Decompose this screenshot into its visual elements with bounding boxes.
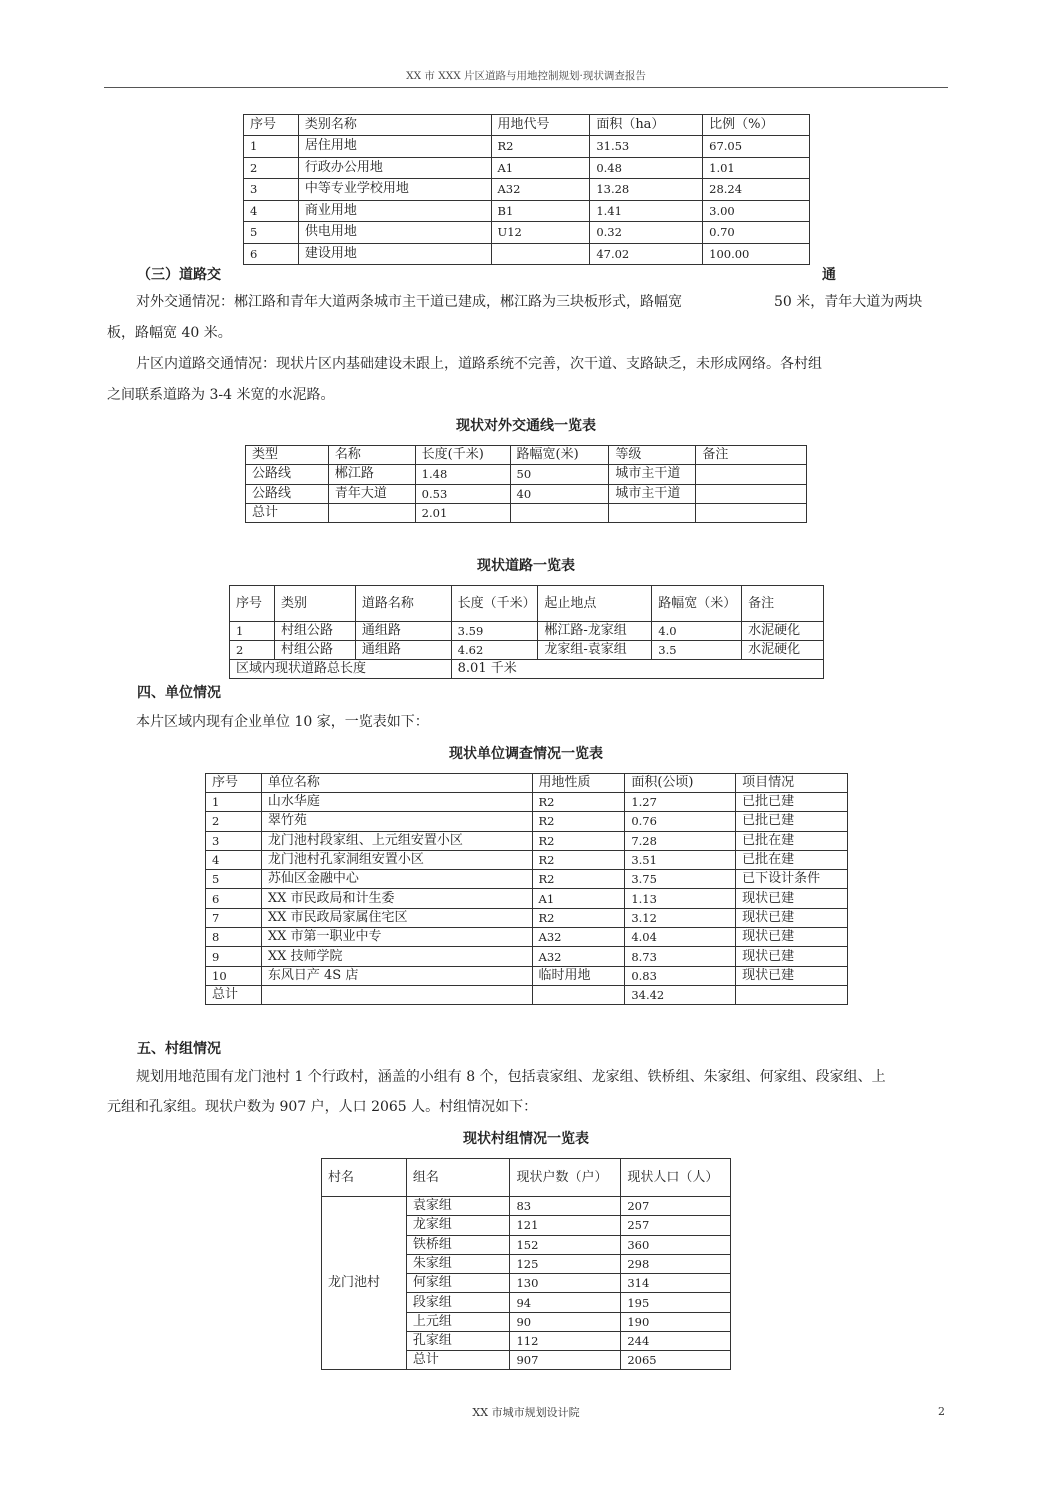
table-cell: 244	[621, 1332, 731, 1351]
table-cell: 长度(千米)	[415, 446, 510, 465]
table-cell: 3.5	[652, 641, 742, 660]
table-cell: 商业用地	[298, 200, 491, 222]
table-row	[206, 908, 848, 927]
table-cell: 130	[510, 1274, 621, 1293]
table-row	[206, 947, 848, 966]
village-name-cell: 龙门池村	[322, 1197, 407, 1370]
table-cell: 94	[510, 1293, 621, 1312]
table-cell: 67.05	[703, 136, 810, 158]
table-row	[244, 179, 810, 201]
table-cell: A32	[532, 947, 625, 966]
table-cell: XX 市第一职业中专	[261, 928, 532, 947]
table-row	[206, 812, 848, 831]
table-cell: 0.70	[703, 222, 810, 244]
table-cell: 村组公路	[274, 641, 355, 660]
table-cell: 190	[621, 1312, 731, 1331]
section3-para1-line2: 板，路幅宽 40 米。	[107, 325, 232, 341]
table-cell: 区域内现状道路总长度	[230, 660, 452, 679]
table-cell: 水泥硬化	[742, 622, 824, 641]
table-cell: 村组公路	[274, 622, 355, 641]
table-cell: 47.02	[590, 243, 703, 265]
table-cell: 3	[206, 831, 262, 850]
table-cell	[510, 504, 609, 523]
table-row	[206, 889, 848, 908]
table-cell: 起止地点	[538, 586, 652, 622]
table-cell: 4.0	[652, 622, 742, 641]
table-header-row	[322, 1159, 731, 1197]
section3-title: （三）道路交	[137, 267, 221, 283]
section5-para-line2: 元组和孔家组。现状户数为 907 户，人口 2065 人。村组情况如下：	[107, 1099, 538, 1115]
table-cell: 苏仙区金融中心	[261, 870, 532, 889]
table-cell: 山水华庭	[261, 793, 532, 812]
section3-title-tail: 通	[822, 267, 836, 283]
table-cell: 类别名称	[298, 115, 491, 136]
table-cell: A1	[532, 889, 625, 908]
table-header-row	[246, 446, 807, 465]
table-cell: 2	[230, 641, 275, 660]
table-cell: 50	[510, 465, 609, 485]
table-cell: 3.00	[703, 200, 810, 222]
table-cell: 907	[510, 1351, 621, 1370]
table-cell: 道路名称	[355, 586, 451, 622]
table-row	[244, 243, 810, 265]
table-cell: 龙门池村段家组、上元组安置小区	[261, 831, 532, 850]
table-cell: 已批已建	[736, 793, 848, 812]
table-cell: 3.51	[625, 850, 736, 869]
table-cell: 公路线	[246, 484, 329, 504]
table-row	[244, 222, 810, 244]
page-number: 2	[938, 1405, 945, 1418]
landuse-table	[243, 114, 810, 265]
table-cell: 257	[621, 1216, 731, 1235]
table-cell: 152	[510, 1235, 621, 1254]
table-cell: 单位名称	[261, 774, 532, 793]
table-cell: 360	[621, 1235, 731, 1254]
table-cell: 路幅宽(米)	[510, 446, 609, 465]
unit-table	[205, 773, 848, 1005]
table-cell: 类型	[246, 446, 329, 465]
table-row	[230, 622, 824, 641]
table-cell: 郴江路	[328, 465, 415, 485]
table-cell: 现状已建	[736, 928, 848, 947]
table-cell: 水泥硬化	[742, 641, 824, 660]
table-cell: 青年大道	[328, 484, 415, 504]
table-cell: 孔家组	[406, 1332, 510, 1351]
table-cell: 袁家组	[406, 1197, 510, 1216]
table-cell: A1	[491, 157, 590, 179]
table-cell: 组名	[406, 1159, 510, 1197]
table-row	[246, 465, 807, 485]
table-cell: 34.42	[625, 985, 736, 1004]
table-cell: 3.59	[451, 622, 538, 641]
table-cell: 临时用地	[532, 966, 625, 985]
table-header-row	[230, 586, 824, 622]
table-cell: 现状已建	[736, 947, 848, 966]
table-cell: 1.13	[625, 889, 736, 908]
table-row	[206, 793, 848, 812]
table-cell: 通组路	[355, 641, 451, 660]
table-cell: R2	[532, 908, 625, 927]
table-cell: 7.28	[625, 831, 736, 850]
table-cell: 1	[206, 793, 262, 812]
table-cell: 4.04	[625, 928, 736, 947]
table-row	[244, 157, 810, 179]
table-cell: 3	[244, 179, 299, 201]
table-cell: 中等专业学校用地	[298, 179, 491, 201]
table-row	[246, 484, 807, 504]
table-cell	[696, 484, 807, 504]
table-cell	[609, 504, 696, 523]
table-cell: R2	[491, 136, 590, 158]
table-cell: XX 市民政局家属住宅区	[261, 908, 532, 927]
table-cell: 83	[510, 1197, 621, 1216]
table-cell: R2	[532, 812, 625, 831]
table-cell: 龙家组	[406, 1216, 510, 1235]
table-cell: 1.48	[415, 465, 510, 485]
table-cell: 东风日产 4S 店	[261, 966, 532, 985]
table-cell	[532, 985, 625, 1004]
table-row	[206, 831, 848, 850]
road-table-caption: 现状道路一览表	[477, 558, 575, 574]
table-cell: 面积（ha）	[590, 115, 703, 136]
table-cell: 总计	[406, 1351, 510, 1370]
table-cell: 已批在建	[736, 831, 848, 850]
table-cell: 龙门池村孔家洞组安置小区	[261, 850, 532, 869]
road-table	[229, 585, 824, 679]
table-cell: 公路线	[246, 465, 329, 485]
table-cell: 125	[510, 1254, 621, 1273]
table-cell: 5	[244, 222, 299, 244]
table-cell: 面积(公顷)	[625, 774, 736, 793]
section3-para1-tail: 50 米，青年大道为两块	[774, 294, 923, 310]
table-cell: 城市主干道	[609, 484, 696, 504]
table-cell: 2.01	[415, 504, 510, 523]
table-cell: 现状已建	[736, 889, 848, 908]
table-cell: 112	[510, 1332, 621, 1351]
table-row	[244, 200, 810, 222]
external-table	[245, 445, 807, 523]
table-cell: 用地性质	[532, 774, 625, 793]
table-cell: 1.01	[703, 157, 810, 179]
table-total-row	[230, 660, 824, 679]
table-cell: 现状户数（户）	[510, 1159, 621, 1197]
table-cell: 31.53	[590, 136, 703, 158]
table-cell: 朱家组	[406, 1254, 510, 1273]
table-cell: 195	[621, 1293, 731, 1312]
table-cell	[696, 504, 807, 523]
section4-title: 四、单位情况	[137, 685, 221, 701]
table-row	[230, 641, 824, 660]
table-cell: R2	[532, 793, 625, 812]
table-cell: 现状人口（人）	[621, 1159, 731, 1197]
table-cell: 上元组	[406, 1312, 510, 1331]
table-cell: 2	[244, 157, 299, 179]
page-footer: XX 市城市规划设计院	[472, 1406, 580, 1419]
table-cell: 建设用地	[298, 243, 491, 265]
table-cell: 0.83	[625, 966, 736, 985]
table-cell: 0.32	[590, 222, 703, 244]
unit-table-caption: 现状单位调查情况一览表	[449, 746, 603, 762]
table-cell: 通组路	[355, 622, 451, 641]
table-cell: 现状已建	[736, 966, 848, 985]
table-cell: 2065	[621, 1351, 731, 1370]
table-cell: 121	[510, 1216, 621, 1235]
table-cell: 3.12	[625, 908, 736, 927]
table-cell: 段家组	[406, 1293, 510, 1312]
table-cell: 0.48	[590, 157, 703, 179]
table-cell: 0.53	[415, 484, 510, 504]
table-cell: 314	[621, 1274, 731, 1293]
table-cell: 名称	[328, 446, 415, 465]
table-cell: 已下设计条件	[736, 870, 848, 889]
table-header-row	[244, 115, 810, 136]
table-row	[206, 928, 848, 947]
section3-para1: 对外交通情况：郴江路和青年大道两条城市主干道已建成，郴江路为三块板形式，路幅宽	[136, 294, 682, 310]
table-cell: 总计	[246, 504, 329, 523]
table-cell: R2	[532, 870, 625, 889]
table-cell: 备注	[742, 586, 824, 622]
table-total-row	[246, 504, 807, 523]
table-cell: 6	[244, 243, 299, 265]
table-cell: 村名	[322, 1159, 407, 1197]
table-cell: 9	[206, 947, 262, 966]
table-cell	[736, 985, 848, 1004]
table-row	[206, 850, 848, 869]
table-row	[244, 136, 810, 158]
table-cell: 供电用地	[298, 222, 491, 244]
table-cell: 4.62	[451, 641, 538, 660]
table-row	[206, 966, 848, 985]
table-cell: 10	[206, 966, 262, 985]
table-cell: 比例（%）	[703, 115, 810, 136]
table-cell: 8.73	[625, 947, 736, 966]
table-cell: 已批在建	[736, 850, 848, 869]
table-cell: R2	[532, 850, 625, 869]
table-cell: 城市主干道	[609, 465, 696, 485]
table-cell: 4	[244, 200, 299, 222]
table-cell: 路幅宽（米）	[652, 586, 742, 622]
section4-para: 本片区域内现有企业单位 10 家，一览表如下：	[136, 714, 429, 730]
table-cell: 90	[510, 1312, 621, 1331]
table-cell	[328, 504, 415, 523]
table-cell: 1.27	[625, 793, 736, 812]
table-total-row	[206, 985, 848, 1004]
table-row	[206, 870, 848, 889]
table-cell: 郴江路-龙家组	[538, 622, 652, 641]
table-cell: 5	[206, 870, 262, 889]
table-cell: 1.41	[590, 200, 703, 222]
village-table	[321, 1158, 731, 1370]
table-cell: 40	[510, 484, 609, 504]
table-cell: 居住用地	[298, 136, 491, 158]
table-cell: 0.76	[625, 812, 736, 831]
table-cell: 项目情况	[736, 774, 848, 793]
table-cell: 序号	[206, 774, 262, 793]
external-table-caption: 现状对外交通线一览表	[456, 418, 596, 434]
section5-para: 规划用地范围有龙门池村 1 个行政村，涵盖的小组有 8 个，包括袁家组、龙家组、铁桥组、朱家组、何家组、段家组、上	[136, 1069, 886, 1085]
table-header-row	[206, 774, 848, 793]
table-cell: 8	[206, 928, 262, 947]
table-cell: 28.24	[703, 179, 810, 201]
table-cell: XX 技师学院	[261, 947, 532, 966]
section3-para2: 片区内道路交通情况：现状片区内基础建设未跟上，道路系统不完善，次干道、支路缺乏，未形成网络。各村组	[136, 356, 822, 372]
table-cell	[696, 465, 807, 485]
table-cell: 13.28	[590, 179, 703, 201]
table-cell: 207	[621, 1197, 731, 1216]
table-cell: 1	[230, 622, 275, 641]
table-cell: 298	[621, 1254, 731, 1273]
table-cell: 8.01 千米	[451, 660, 823, 679]
header-rule	[104, 87, 948, 88]
section5-title: 五、村组情况	[137, 1041, 221, 1057]
table-cell: 序号	[244, 115, 299, 136]
table-cell: 7	[206, 908, 262, 927]
section3-para2-line2: 之间联系道路为 3-4 米宽的水泥路。	[107, 387, 335, 403]
village-table-caption: 现状村组情况一览表	[463, 1131, 589, 1147]
table-cell: R2	[532, 831, 625, 850]
table-cell: 1	[244, 136, 299, 158]
table-cell: XX 市民政局和计生委	[261, 889, 532, 908]
page-header: XX 市 XXX 片区道路与用地控制规划·现状调查报告	[406, 70, 646, 82]
table-cell: A32	[532, 928, 625, 947]
table-cell	[261, 985, 532, 1004]
table-cell	[491, 243, 590, 265]
table-cell: 3.75	[625, 870, 736, 889]
table-cell: 用地代号	[491, 115, 590, 136]
table-cell: 2	[206, 812, 262, 831]
table-cell: 龙家组-袁家组	[538, 641, 652, 660]
table-cell: 铁桥组	[406, 1235, 510, 1254]
table-cell: 何家组	[406, 1274, 510, 1293]
table-cell: 备注	[696, 446, 807, 465]
table-cell: 6	[206, 889, 262, 908]
table-cell: 现状已建	[736, 908, 848, 927]
table-cell: B1	[491, 200, 590, 222]
table-cell: 序号	[230, 586, 275, 622]
table-cell: 总计	[206, 985, 262, 1004]
table-cell: 已批已建	[736, 812, 848, 831]
table-cell: 行政办公用地	[298, 157, 491, 179]
table-cell: 等级	[609, 446, 696, 465]
table-cell: 100.00	[703, 243, 810, 265]
table-cell: 类别	[274, 586, 355, 622]
table-cell: A32	[491, 179, 590, 201]
table-row	[322, 1197, 731, 1216]
table-cell: 翠竹苑	[261, 812, 532, 831]
table-cell: 4	[206, 850, 262, 869]
table-cell: 长度（千米）	[451, 586, 538, 622]
table-cell: U12	[491, 222, 590, 244]
